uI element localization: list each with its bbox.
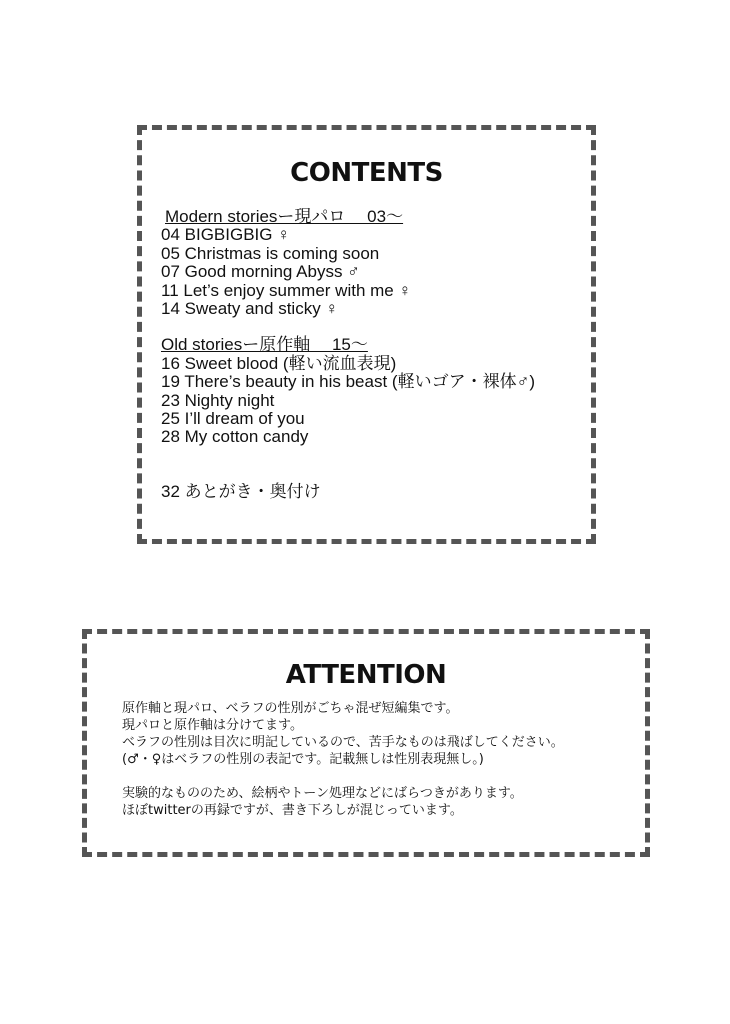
contents-box (137, 125, 596, 544)
attention-line: (♂・♀はベラフの性別の表記です。記載無しは性別表現無し。) (122, 752, 484, 767)
toc-item: 04 BIGBIGBIG ♀ (161, 225, 290, 245)
section-heading-old: Old storiesー原作軸 15〜 (161, 335, 368, 355)
attention-line: 原作軸と現パロ、ベラフの性別がごちゃ混ぜ短編集です。 (122, 701, 459, 716)
toc-item: 05 Christmas is coming soon (161, 243, 380, 263)
contents-title: CONTENTS (290, 158, 443, 188)
toc-item: 07 Good morning Abyss ♂ (161, 262, 360, 282)
toc-item: 16 Sweet blood (軽い流血表現) (161, 353, 397, 373)
attention-text (122, 700, 564, 819)
attention-line: 現パロと原作軸は分けてます。 (122, 718, 303, 733)
toc-item: 28 My cotton candy (161, 427, 309, 447)
section-heading-modern: Modern storiesー現パロ 03〜 (165, 207, 404, 226)
attention-line: ベラフの性別は目次に明記しているので、苦手なものは飛ばしてください。 (122, 735, 564, 750)
table-of-contents (161, 208, 535, 501)
toc-item: 23 Nighty night (161, 390, 275, 410)
attention-box (82, 629, 650, 857)
toc-item: 14 Sweaty and sticky ♀ (161, 299, 339, 319)
attention-line: 実験的なもののため、絵柄やトーン処理などにばらつきがあります。 (122, 786, 523, 801)
toc-item: 11 Let’s enjoy summer with me ♀ (161, 280, 412, 300)
toc-item: 19 There’s beauty in his beast (軽いゴア・裸体♂) (161, 372, 535, 392)
toc-item-afterword: 32 あとがき・奥付け (161, 481, 321, 501)
attention-line: ほぼtwitterの再録ですが、書き下ろしが混じっています。 (122, 803, 463, 818)
toc-item: 25 I’ll dream of you (161, 409, 305, 429)
attention-title: ATTENTION (285, 660, 447, 690)
